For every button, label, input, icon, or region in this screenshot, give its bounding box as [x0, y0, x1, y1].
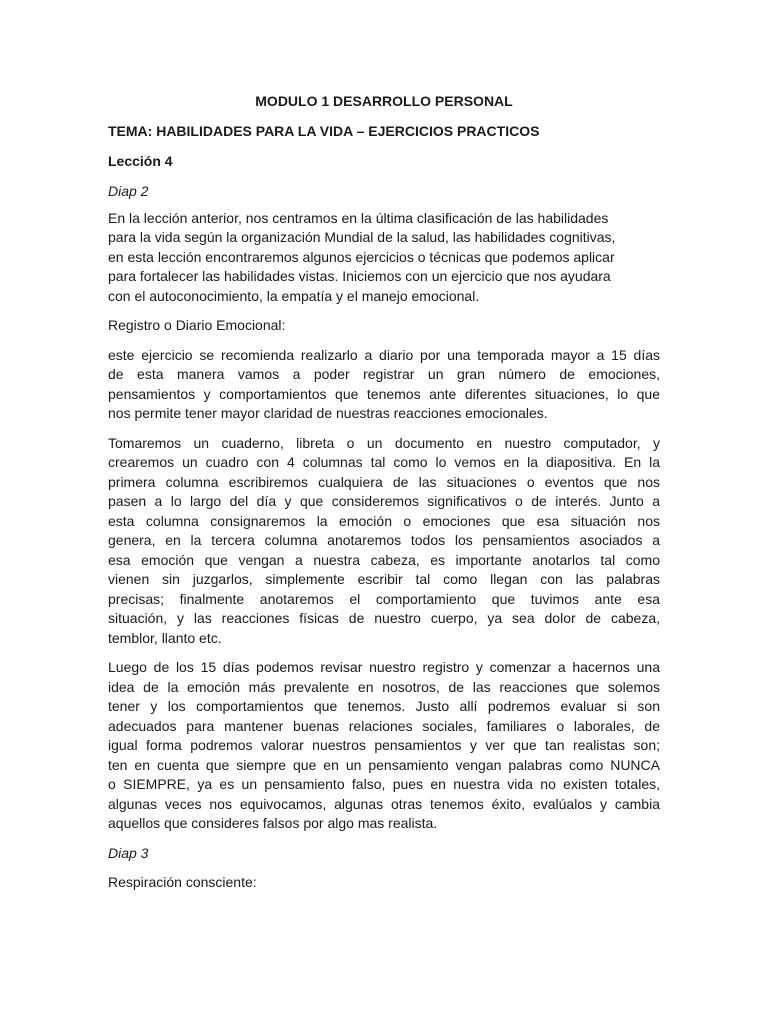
- slide-label-3: Diap 3: [108, 845, 149, 861]
- paragraph-line: crearemos un cuadro con 4 columnas tal como lo vemos en la diapositiva. En la: [108, 454, 660, 470]
- subheading-registro: Registro o Diario Emocional:: [108, 317, 286, 333]
- paragraph-line: pensamientos y comportamientos que tenemos ante diferentes situaciones, lo que: [108, 386, 660, 402]
- paragraph-line: precisas; finalmente anotaremos el comportamiento que tuvimos ante esa: [108, 591, 660, 607]
- paragraph-line: Tomaremos un cuaderno, libreta o un documento en nuestro computador, y: [108, 435, 660, 451]
- paragraph-line: idea de la emoción más prevalente en nosotros, de las reacciones que solemos: [108, 679, 660, 695]
- paragraph-line: En la lección anterior, nos centramos en la última clasificación de las habilidades: [108, 210, 609, 226]
- lesson-heading: Lección 4: [108, 153, 173, 169]
- subheading-respiracion: Respiración consciente:: [108, 874, 257, 890]
- paragraph-line: vienen sin juzgarlos, simplemente escribir tal como llegan con las palabras: [108, 571, 660, 587]
- paragraph-line: temblor, llanto etc.: [108, 630, 222, 646]
- slide-label-2: Diap 2: [108, 183, 149, 199]
- paragraph-line: en esta lección encontraremos algunos ejercicios o técnicas que podemos aplicar: [108, 249, 615, 265]
- paragraph-line: este ejercicio se recomienda realizarlo a diario por una temporada mayor a 15 días: [108, 347, 660, 363]
- paragraph-line: nos permite tener mayor claridad de nuestras reacciones emocionales.: [108, 405, 548, 421]
- paragraph-line: para fortalecer las habilidades vistas. Iniciemos con un ejercicio que nos ayudara: [108, 268, 611, 284]
- paragraph-line: situación, y las reacciones físicas de nuestro cuerpo, ya sea dolor de cabeza,: [108, 610, 660, 626]
- paragraph-line: genera, en la tercera columna anotaremos todos los pensamientos asociados a: [108, 532, 660, 548]
- paragraph-line: con el autoconocimiento, la empatía y el manejo emocional.: [108, 288, 480, 304]
- paragraph-line: ten en cuenta que siempre que en un pensamiento vengan palabras como NUNCA: [108, 757, 660, 773]
- topic-heading: TEMA: HABILIDADES PARA LA VIDA – EJERCICIOS PRACTICOS: [108, 123, 540, 139]
- paragraph-line: pasen a lo largo del día y que consideremos significativos o de interés. Junto a: [108, 493, 660, 509]
- paragraph-line: algunas veces nos equivocamos, algunas otras tenemos éxito, evalúalos y cambia: [108, 796, 660, 812]
- paragraph-line: esa emoción que vengan a nuestra cabeza, es importante anotarlos tal como: [108, 552, 660, 568]
- paragraph-line: igual forma podremos valorar nuestros pensamientos y ver que tan realistas son;: [108, 737, 660, 753]
- paragraph-line: Luego de los 15 días podemos revisar nuestro registro y comenzar a hacernos una: [108, 659, 660, 675]
- paragraph-line: adecuados para mantener buenas relaciones sociales, familiares o laborales, de: [108, 718, 660, 734]
- paragraph-line: primera columna escribiremos cualquiera de las situaciones o eventos que nos: [108, 474, 660, 490]
- paragraph-line: de esta manera vamos a poder registrar un gran número de emociones,: [108, 366, 660, 382]
- paragraph-line: aquellos que consideres falsos por algo mas realista.: [108, 815, 438, 831]
- paragraph-line: para la vida según la organización Mundial de la salud, las habilidades cognitivas,: [108, 229, 616, 245]
- paragraph-line: o SIEMPRE, ya es un pensamiento falso, pues en nuestra vida no existen totales,: [108, 776, 660, 792]
- module-title: MODULO 1 DESARROLLO PERSONAL: [255, 93, 513, 109]
- paragraph-line: esta columna consignaremos la emoción o emociones que esa situación nos: [108, 513, 660, 529]
- paragraph-line: tener y los comportamientos que tenemos. Justo allí podremos evaluar si son: [108, 698, 660, 714]
